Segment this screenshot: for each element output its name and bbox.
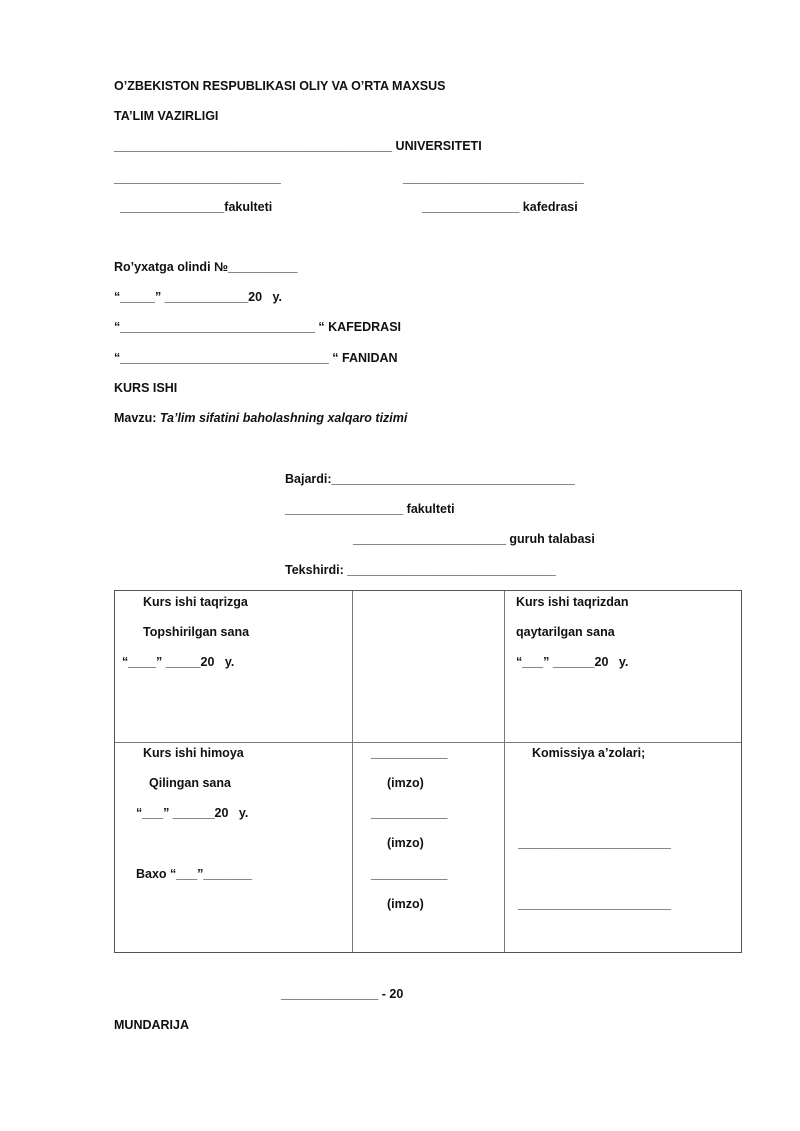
- signature-label-2: (imzo): [387, 836, 424, 850]
- submitted-label-2: Topshirilgan sana: [143, 625, 250, 639]
- department-line: ______________ kafedrasi: [422, 200, 578, 214]
- table-divider-horizontal: [115, 742, 741, 743]
- defense-date: “___” ______20 y.: [136, 806, 249, 820]
- faculty-line: _______________fakulteti: [120, 200, 273, 214]
- topic-text: Ta’lim sifatini baholashning xalqaro tizimi: [159, 411, 408, 425]
- blank-line-left: ________________________: [114, 171, 281, 185]
- commission-blank-1: ______________________: [518, 836, 671, 850]
- defense-label-2: Qilingan sana: [149, 776, 231, 790]
- signature-label-3: (imzo): [387, 897, 424, 911]
- table-divider-vertical-2: [504, 591, 505, 952]
- returned-label-2: qaytarilgan sana: [516, 625, 615, 639]
- signature-blank-3: ___________: [371, 867, 448, 881]
- performer-faculty-line: _________________ fakulteti: [285, 502, 455, 516]
- kafedra-line: “____________________________ “ KAFEDRASI: [114, 320, 402, 334]
- fan-line: “______________________________ “ FANIDAN: [114, 351, 398, 365]
- grade-line: Baxo “___”_______: [136, 867, 253, 881]
- submitted-date: “____” _____20 y.: [122, 655, 235, 669]
- blank-line-right: __________________________: [403, 171, 584, 185]
- university-line: ________________________________________ UNIVERSITETI: [114, 139, 482, 153]
- topic-label: Mavzu:: [114, 411, 157, 425]
- contents-heading: MUNDARIJA: [114, 1018, 189, 1032]
- ministry-title-line2: TA’LIM VAZIRLIGI: [114, 109, 219, 123]
- returned-label-1: Kurs ishi taqrizdan: [516, 595, 629, 609]
- bajardi-line: Bajardi:___________________________________: [285, 472, 575, 486]
- returned-date: “___” ______20 y.: [516, 655, 629, 669]
- registration-number-line: Ro’yxatga olindi №__________: [114, 260, 298, 274]
- signature-label-1: (imzo): [387, 776, 424, 790]
- table-divider-vertical-1: [352, 591, 353, 952]
- registration-date-line: “_____” ____________20 y.: [114, 290, 282, 304]
- commission-label: Komissiya a’zolari;: [532, 746, 646, 760]
- year-line: ______________ - 20: [281, 987, 404, 1001]
- defense-label-1: Kurs ishi himoya: [143, 746, 244, 760]
- work-type-heading: KURS ISHI: [114, 381, 178, 395]
- submitted-label-1: Kurs ishi taqrizga: [143, 595, 248, 609]
- commission-blank-2: ______________________: [518, 897, 671, 911]
- ministry-title-line1: O’ZBEKISTON RESPUBLIKASI OLIY VA O’RTA MAXSUS: [114, 79, 446, 93]
- topic-line: [114, 410, 407, 426]
- signature-blank-1: ___________: [371, 746, 448, 760]
- review-table: [114, 590, 742, 953]
- signature-blank-2: ___________: [371, 806, 448, 820]
- group-line: ______________________ guruh talabasi: [353, 532, 595, 546]
- tekshirdi-line: Tekshirdi: ______________________________: [285, 563, 556, 577]
